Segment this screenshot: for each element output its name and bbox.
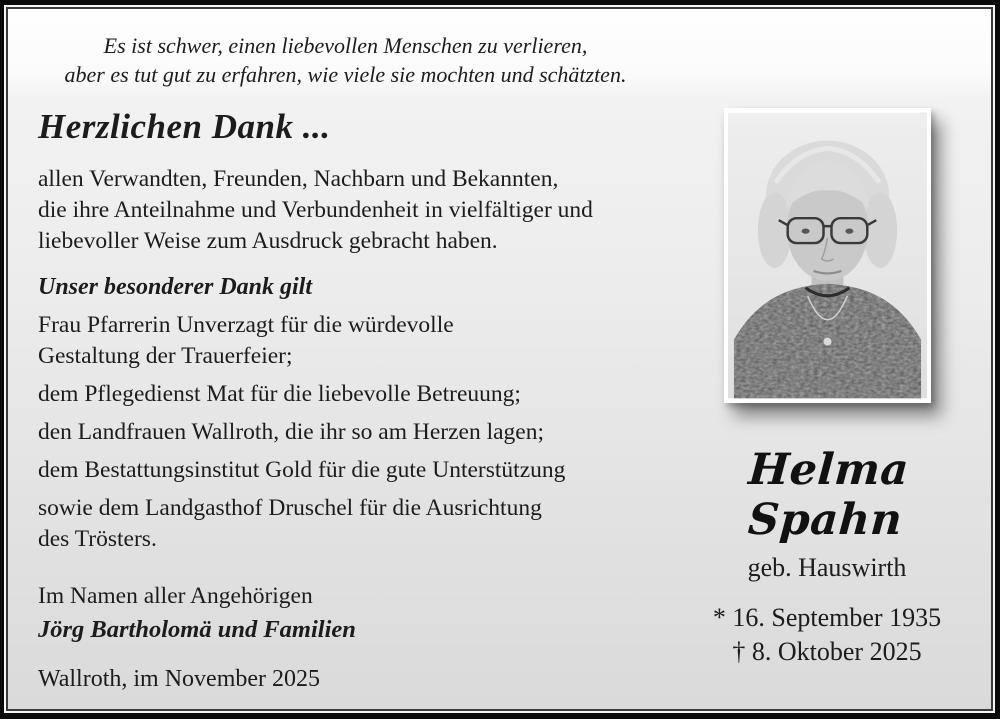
portrait-photo-frame	[724, 108, 931, 403]
thanks-line: den Landfrauen Wallroth, die ihr so am Herzen lagen;	[38, 419, 544, 446]
intro-line: Es ist schwer, einen liebevollen Menschen zu verlieren,	[103, 33, 588, 58]
paragraph-line: allen Verwandten, Freunden, Nachbarn und Bekannten,	[38, 166, 559, 193]
maiden-name: geb. Hauswirth	[747, 553, 907, 582]
birth-date-line: * 16. September 1935	[712, 603, 942, 632]
text-column	[8, 9, 663, 709]
frame-gap	[4, 5, 995, 713]
thanks-line: dem Pflegedienst Mat für die liebevolle Betreuung;	[38, 381, 521, 408]
thanks-item	[38, 417, 663, 448]
intro-verse	[38, 31, 653, 89]
thanks-line: sowie dem Landgasthof Druschel für die Ausrichtung	[38, 495, 542, 522]
special-thanks-heading: Unser besonderer Dank gilt	[38, 274, 313, 301]
memorial-column	[663, 9, 991, 709]
face	[785, 160, 869, 280]
acknowledgement-paragraph	[38, 164, 663, 257]
life-dates	[713, 601, 941, 669]
page-title: Herzlichen Dank ...	[38, 107, 331, 147]
deceased-name: Helma Spahn	[746, 445, 911, 545]
closing-block	[38, 580, 663, 693]
portrait-photo	[728, 112, 927, 399]
thanks-line: Frau Pfarrerin Unverzagt für die würdevolle	[38, 312, 454, 339]
thanks-line: dem Bestattungsinstitut Gold für die gute Unterstützung	[38, 457, 566, 484]
thanks-item	[38, 493, 663, 555]
paragraph-line: liebevoller Weise zum Ausdruck gebracht haben.	[38, 228, 498, 255]
paragraph-line: die ihre Anteilnahme und Verbundenheit in vielfältiger und	[38, 197, 593, 224]
thanks-line: des Trösters.	[38, 526, 157, 553]
thanks-item	[38, 455, 663, 486]
thanks-item	[38, 379, 663, 410]
thanks-list	[38, 310, 663, 555]
notice-content	[6, 7, 993, 711]
in-the-name-of-line: Im Namen aller Angehörigen	[38, 583, 313, 610]
death-date-line: † 8. Oktober 2025	[732, 637, 922, 666]
thanks-item	[38, 310, 663, 372]
thanks-line: Gestaltung der Trauerfeier;	[38, 343, 293, 370]
intro-line: aber es tut gut zu erfahren, wie viele sie mochten und schätzten.	[64, 62, 627, 88]
family-name-line: Jörg Bartholomä und Familien	[38, 616, 356, 644]
place-date-line: Wallroth, im November 2025	[38, 666, 321, 693]
